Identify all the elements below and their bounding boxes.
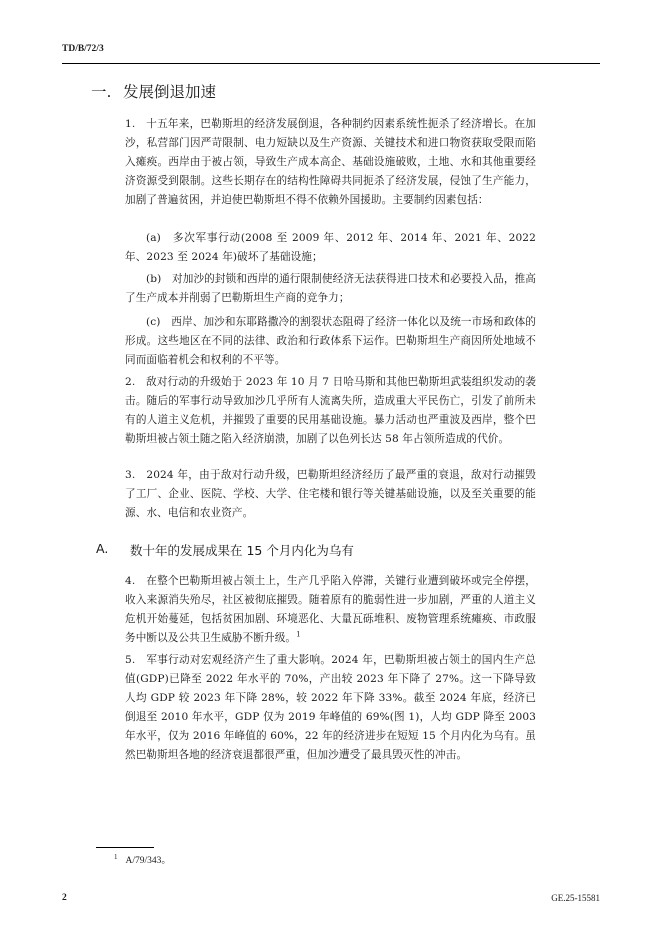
- chapter-heading: [91, 80, 216, 102]
- page-number: 2: [62, 893, 67, 903]
- footnote-number: 1: [114, 852, 118, 861]
- paragraph-4: [125, 572, 536, 648]
- footnote-reference[interactable]: 1: [296, 630, 301, 639]
- section-heading: [96, 541, 354, 559]
- chapter-title: 发展倒退加速: [123, 83, 217, 101]
- paragraph-1b: (b) 对加沙的封锁和西岸的通行限制使经济无法获得进口技术和必要投入品，推高了生产成本并削弱了巴勒斯坦生产商的竞争力；: [125, 273, 536, 304]
- paragraph-5: 5. 军事行动对宏观经济产生了重大影响。2024 年，巴勒斯坦被占领土的国内生产总值(GDP)已降至 2022 年水平的 70%，产出较 2023 年下降了 27%。这一下降导致人均 GDP 较 2023 年下降 28%，较 2022 年下降 33%。截至 2024 年底，经济已倒退至 2010 年水平，GDP 仅为 2019 年峰值的 69%(图 1)，人均 GDP 降至 2003 年水平，仅为 2016 年峰值的 60%，22 年的经济进步在短短 15 个月内化为乌有。虽然巴勒斯坦各地的经济衰退都很严重，但加沙遭受了最具毁灭性的冲击。: [125, 654, 536, 761]
- section-letter: A.: [96, 541, 109, 556]
- section-title: 数十年的发展成果在 15 个月内化为乌有: [130, 543, 354, 558]
- chapter-number: 一.: [91, 83, 112, 101]
- footnote-text: A/79/343。: [125, 856, 171, 866]
- paragraph-2: 2. 敌对行动的升级始于 2023 年 10 月 7 日哈马斯和其他巴勒斯坦武装组织发动的袭击。随后的军事行动导致加沙几乎所有人流离失所，造成重大平民伤亡，引发了前所未有的人道主义危机，并摧毁了重要的民用基础设施。暴力活动也严重波及西岸，整个巴勒斯坦被占领土随之陷入经济崩溃，加剧了以色列长达 58 年占领所造成的代价。: [125, 376, 536, 445]
- document-symbol: TD/B/72/3: [62, 44, 104, 54]
- paragraph-1: 1. 十五年来，巴勒斯坦的经济发展倒退，各种制约因素系统性扼杀了经济增长。在加沙，私营部门因严苛限制、电力短缺以及生产资源、关键技术和进口物资获取受限而陷入瘫痪。西岸由于被占领，导致生产成本高企、基础设施破败，土地、水和其他重要经济资源受到限制。这些长期存在的结构性障碍共同扼杀了经济发展，侵蚀了生产能力，加剧了普遍贫困，并迫使巴勒斯坦不得不依赖外国援助。主要制约因素包括：: [125, 118, 536, 206]
- paragraph-1a: (a) 多次军事行动(2008 至 2009 年、2012 年、2014 年、2021 年、2022 年、2023 至 2024 年)破坏了基础设施；: [125, 232, 536, 263]
- paragraph-3: 3. 2024 年，由于敌对行动升级，巴勒斯坦经济经历了最严重的衰退，敌对行动摧毁了工厂、企业、医院、学校、大学、住宅楼和银行等关键基础设施，以及至关重要的能源、水、电信和农业资产。: [125, 469, 536, 519]
- document-code: GE.25-15581: [551, 893, 600, 903]
- footnote-divider: [96, 847, 154, 848]
- paragraph-1c: (c) 西岸、加沙和东耶路撒冷的割裂状态阻碍了经济一体化以及统一市场和政体的形成。这些地区在不同的法律、政治和行政体系下运作。巴勒斯坦生产商因所处地域不同而面临着机会和权利的不平等。: [125, 316, 536, 366]
- header-divider: [62, 63, 600, 64]
- footnote: [114, 852, 171, 866]
- paragraph-4-text: 4. 在整个巴勒斯坦被占领土上，生产几乎陷入停滞，关键行业遭到破坏或完全停摆，收入来源消失殆尽，社区被彻底摧毁。随着原有的脆弱性进一步加剧，严重的人道主义危机开始蔓延，包括贫困加剧、环境恶化、大量瓦砾堆积、废物管理系统瘫痪、市政服务中断以及公共卫生威胁不断升级。: [125, 575, 536, 644]
